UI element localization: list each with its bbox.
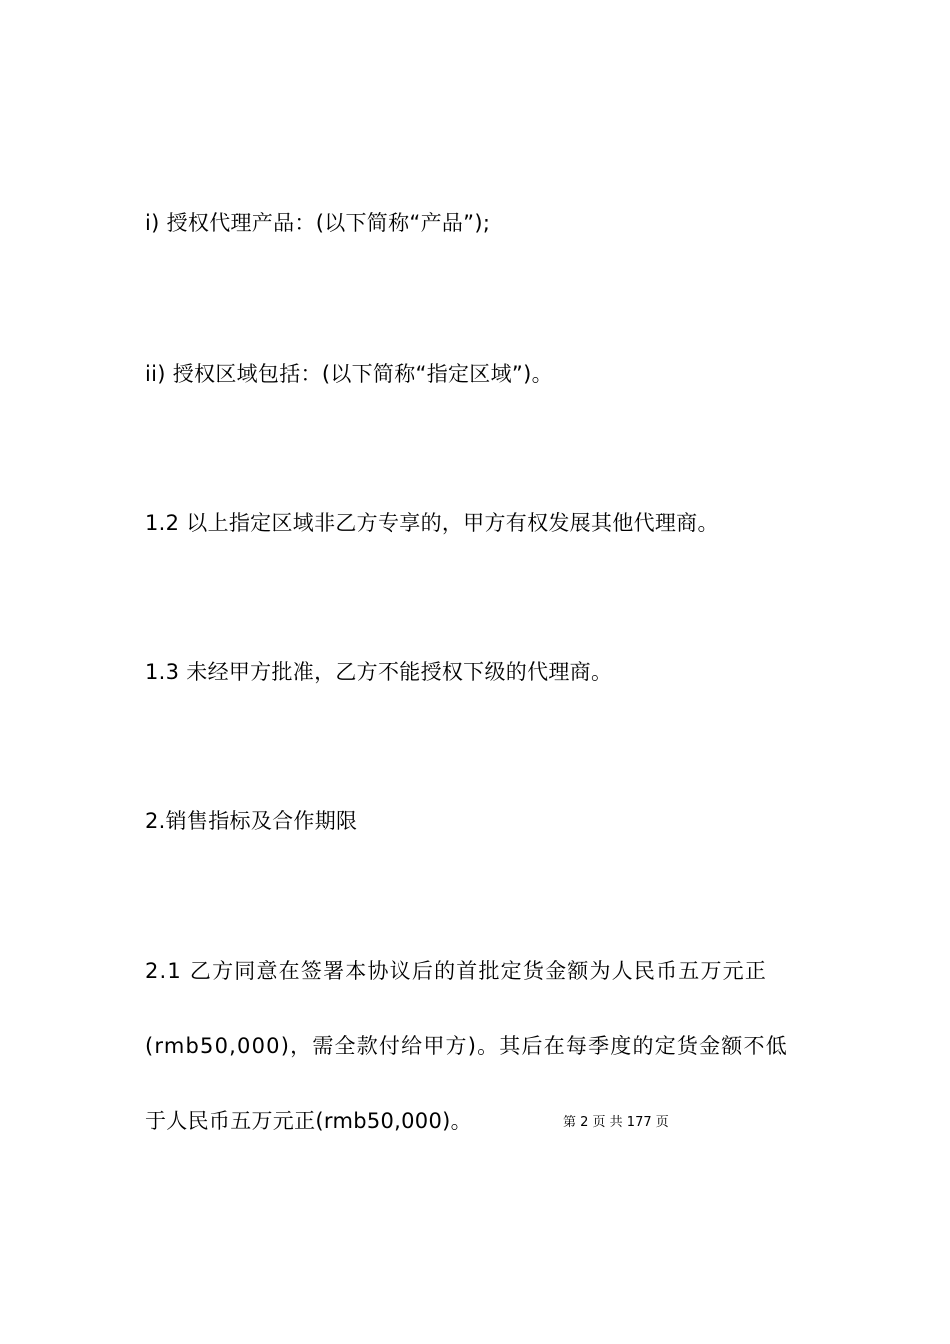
clause-authorized-products: i) 授权代理产品：(以下简称“产品”); xyxy=(145,211,491,235)
section-2-heading: 2.销售指标及合作期限 xyxy=(145,809,358,833)
clause-2-1-line-3: 于人民币五万元正(rmb50,000)。 xyxy=(145,1109,472,1133)
clause-1-2: 1.2 以上指定区域非乙方专享的，甲方有权发展其他代理商。 xyxy=(145,511,719,535)
clause-1-3: 1.3 未经甲方批准，乙方不能授权下级的代理商。 xyxy=(145,660,613,684)
clause-authorized-region: ii) 授权区域包括：(以下简称“指定区域”)。 xyxy=(145,362,553,386)
clause-2-1-line-1: 2.1 乙方同意在签署本协议后的首批定货金额为人民币五万元正 xyxy=(145,959,768,983)
clause-2-1-line-2: (rmb50,000)，需全款付给甲方)。其后在每季度的定货金额不低 xyxy=(145,1034,788,1058)
page-number-footer: 第 2 页 共 177 页 xyxy=(563,1115,669,1130)
